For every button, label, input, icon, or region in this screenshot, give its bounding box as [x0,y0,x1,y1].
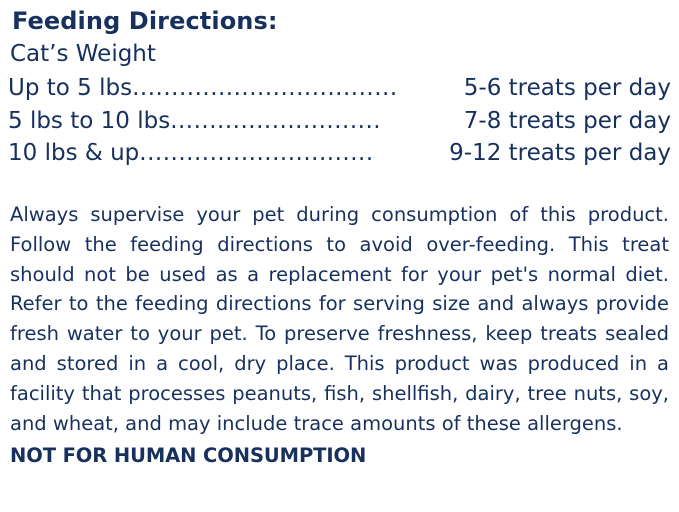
usage-instructions-text: Always supervise your pet during consumption of this product. Follow the feeding directions to avoid over-feeding. This treat should not be used as a replacement for your pet's normal diet. Refer to the feeding directions for serving size and always provide fresh water to your pet. To preserve freshness, keep treats sealed and stored in a cool, dry place. This product was produced in a facility that processes peanuts, fish, shellfish, dairy, tree nuts, soy, and wheat, and may include trace amounts of these allergens. [10,202,669,435]
weight-range: 5 lbs to 10 lbs [8,107,171,134]
serving-amount: 5-6 treats per day [463,74,671,101]
usage-instructions [10,200,669,439]
table-row [8,72,671,105]
weight-range: 10 lbs & up [8,140,140,167]
serving-amount: 7-8 treats per day [463,107,671,134]
serving-amount: 9-12 treats per day [449,140,671,167]
human-consumption-warning: NOT FOR HUMAN CONSUMPTION [10,444,367,468]
cats-weight-subheading: Cat’s Weight [10,41,156,67]
table-row [8,137,671,170]
weight-range: Up to 5 lbs [8,74,133,101]
feeding-directions-table [8,72,671,170]
dot-leader: .............................. [139,140,374,167]
dot-leader: .................................. [132,74,398,101]
table-row [8,105,671,138]
page-title: Feeding Directions: [12,7,278,35]
dot-leader: ........................... [170,107,382,134]
